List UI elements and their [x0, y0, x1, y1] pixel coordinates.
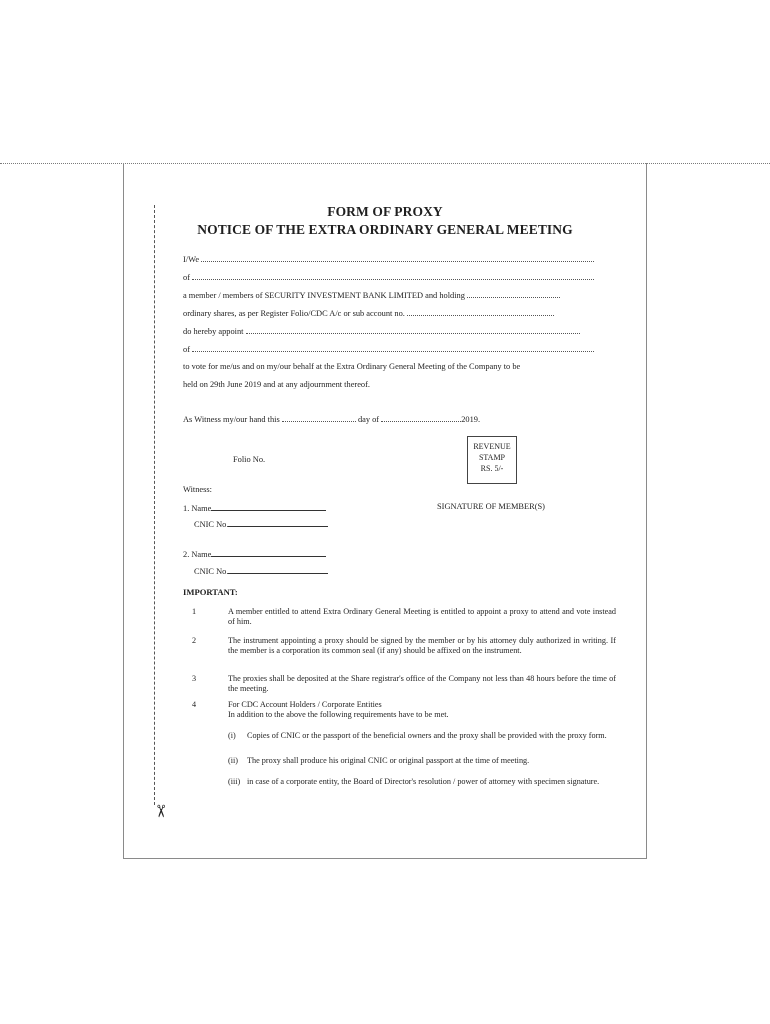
note-number-1: 1: [192, 607, 197, 616]
scissors-icon: ✂: [150, 804, 170, 819]
witness2-name-label: 2. Name: [183, 550, 212, 559]
of-label-1: of: [183, 273, 190, 282]
witness2-name-field[interactable]: [211, 548, 326, 557]
month-blank[interactable]: [381, 414, 461, 422]
witness2-cnic-label: CNIC No.: [194, 567, 229, 576]
vote-text-1: to vote for me/us and on my/our behalf at the Extra Ordinary General Meeting of the Company to be: [183, 362, 521, 371]
dashed-cut-line: [154, 205, 155, 805]
witness2-name-row: [183, 548, 326, 559]
stamp-line-2: STAMP: [478, 453, 506, 462]
note-text-4a: For CDC Account Holders / Corporate Entities: [228, 700, 382, 709]
stamp-line-1: REVENUE: [473, 442, 511, 451]
form-subtitle: NOTICE OF THE EXTRA ORDINARY GENERAL MEETING: [197, 222, 573, 237]
subnote-number-2: (ii): [228, 756, 239, 765]
line-shares: [183, 308, 554, 318]
account-blank[interactable]: [407, 308, 554, 316]
important-heading: IMPORTANT:: [183, 587, 238, 597]
shares-blank[interactable]: [467, 290, 560, 298]
line-of-1: [183, 272, 594, 282]
note-text-4b: In addition to the above the following requirements have to be met.: [228, 709, 449, 719]
folio-label: Folio No.: [233, 455, 266, 464]
witness-label: Witness:: [183, 485, 212, 494]
shares-text: ordinary shares, as per Register Folio/CDC A/c or sub account no.: [183, 309, 405, 318]
note-text-1: A member entitled to attend Extra Ordinary General Meeting is entitled to appoint a proxy to attend and vote instead of him.: [228, 607, 616, 626]
witness1-name-field[interactable]: [211, 502, 326, 511]
witness1-cnic-field[interactable]: [228, 518, 328, 527]
of-label-2: of: [183, 345, 190, 354]
day-blank[interactable]: [282, 414, 356, 422]
iwe-label: I/We: [183, 255, 200, 264]
appoint-blank[interactable]: [246, 326, 580, 334]
witness1-cnic-row: [194, 518, 328, 529]
revenue-stamp-box: [467, 436, 517, 484]
year-text: 2019.: [461, 415, 481, 424]
witness2-cnic-field[interactable]: [228, 565, 328, 574]
note-text-3: The proxies shall be deposited at the Share registrar's office of the Company not less than 48 hours before the time of the meeting.: [228, 674, 616, 693]
note-text-2: The instrument appointing a proxy should be signed by the member or by his attorney duly authorized in writing. If the member is a corporation its common seal (if any) should be affixed on the instrument.: [228, 636, 616, 655]
line-iwe: [183, 254, 594, 264]
of-blank-1[interactable]: [192, 272, 594, 280]
subnote-number-1: (i): [228, 731, 236, 740]
subnote-text-3: in case of a corporate entity, the Board of Director's resolution / power of attorney with specimen signature.: [247, 777, 600, 786]
member-text: a member / members of SECURITY INVESTMENT BANK LIMITED and holding: [183, 291, 465, 300]
note-number-4: 4: [192, 700, 197, 709]
line-witness-date: [183, 414, 480, 424]
appoint-text: do hereby appoint: [183, 327, 244, 336]
vote-text-2: held on 29th June 2019 and at any adjournment thereof.: [183, 380, 370, 389]
witness-text: As Witness my/our hand this: [183, 415, 280, 424]
line-member: [183, 290, 560, 300]
note-number-3: 3: [192, 674, 197, 683]
of-blank-2[interactable]: [192, 344, 594, 352]
signature-label: SIGNATURE OF MEMBER(S): [437, 502, 545, 511]
line-appoint: [183, 326, 580, 336]
subnote-text-2: The proxy shall produce his original CNIC or original passport at the time of meeting.: [247, 756, 530, 765]
day-of-text: day of: [357, 415, 380, 424]
note-number-2: 2: [192, 636, 197, 645]
stamp-line-3: RS. 5/-: [480, 464, 504, 473]
form-title: FORM OF PROXY: [327, 204, 443, 219]
witness1-cnic-label: CNIC No.: [194, 520, 229, 529]
subnote-number-3: (iii): [228, 777, 241, 786]
witness2-cnic-row: [194, 565, 328, 576]
witness1-name-row: [183, 502, 326, 513]
iwe-blank[interactable]: [201, 254, 594, 262]
subnote-text-1: Copies of CNIC or the passport of the beneficial owners and the proxy shall be provided with the proxy form.: [247, 731, 607, 740]
witness1-name-label: 1. Name: [183, 504, 212, 513]
line-of-2: [183, 344, 594, 354]
